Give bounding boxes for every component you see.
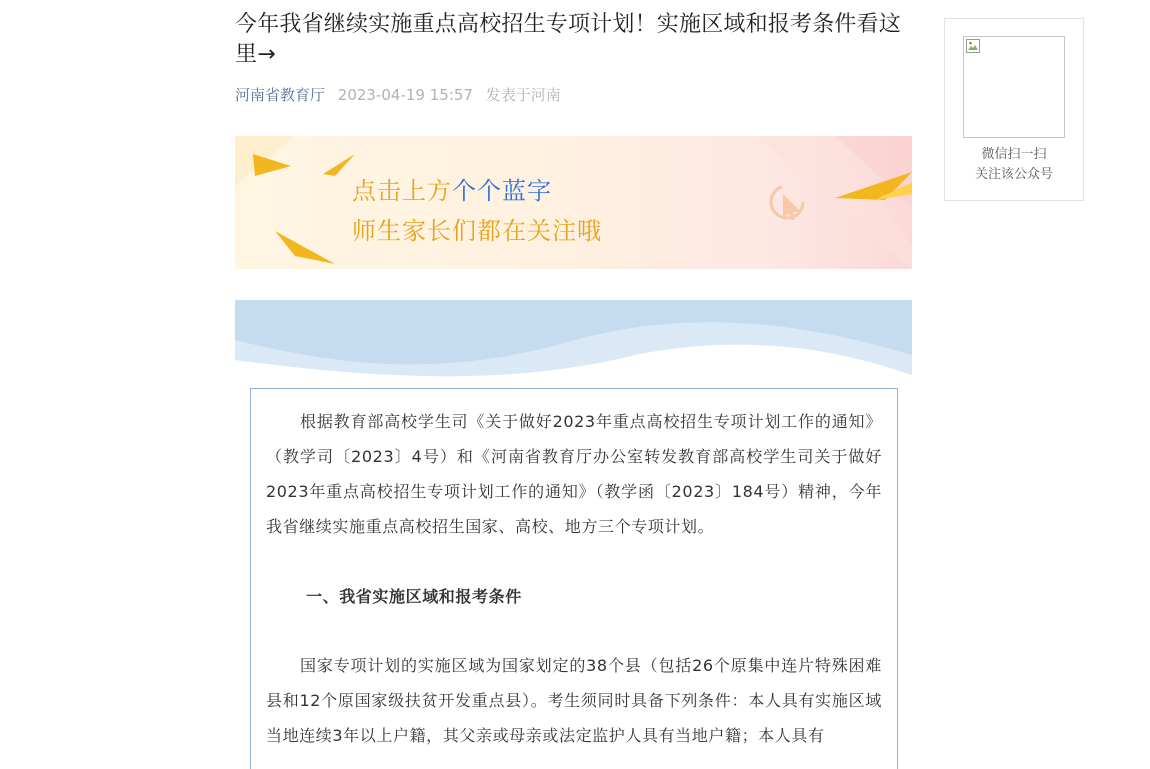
banner-line-1 xyxy=(352,176,552,206)
section-paragraph: 国家专项计划的实施区域为国家划定的38个县（包括26个原集中连片特殊困难县和12个原国家级扶贫开发重点县）。考生须同时具备下列条件：本人具有实施区域当地连续3年以上户籍，其父亲或母亲或法定监护人具有当地户籍；本人具有 xyxy=(266,656,882,745)
wave-decoration xyxy=(235,300,912,390)
article xyxy=(235,0,912,745)
banner-decoration xyxy=(235,136,912,269)
card-wave-header xyxy=(235,300,912,390)
banner-line-2: 师生家长们都在关注哦 xyxy=(352,217,602,245)
qr-caption-follow: 关注该公众号 xyxy=(974,167,1053,182)
qr-code-image xyxy=(963,36,1065,138)
publish-location: 发表于河南 xyxy=(485,86,561,104)
qr-panel xyxy=(944,18,1084,201)
banner-highlight: 个个蓝字 xyxy=(452,177,552,205)
publish-date: 2023-04-19 15:57 xyxy=(337,86,473,104)
broken-image-icon xyxy=(966,39,980,53)
article-meta xyxy=(235,85,912,105)
author-link[interactable]: 河南省教育厅 xyxy=(235,86,326,104)
intro-paragraph: 根据教育部高校学生司《关于做好2023年重点高校招生专项计划工作的通知》（教学司〔2023〕4号）和《河南省教育厅办公室转发教育部高校学生司关于做好2023年重点高校招生专项计划工作的通知》（教学函〔2023〕184号）精神，今年我省继续实施重点高校招生国家、高校、地方三个专项计划。 xyxy=(266,412,882,536)
section-heading: 一、我省实施区域和报考条件 xyxy=(306,587,522,606)
qr-caption-scan: 微信扫一扫 xyxy=(981,147,1047,162)
article-title: 今年我省继续实施重点高校招生专项计划！实施区域和报考条件看这里→ xyxy=(235,12,902,67)
banner-prefix: 点击上方 xyxy=(352,177,452,205)
follow-banner xyxy=(235,136,912,269)
content-card xyxy=(250,388,898,769)
